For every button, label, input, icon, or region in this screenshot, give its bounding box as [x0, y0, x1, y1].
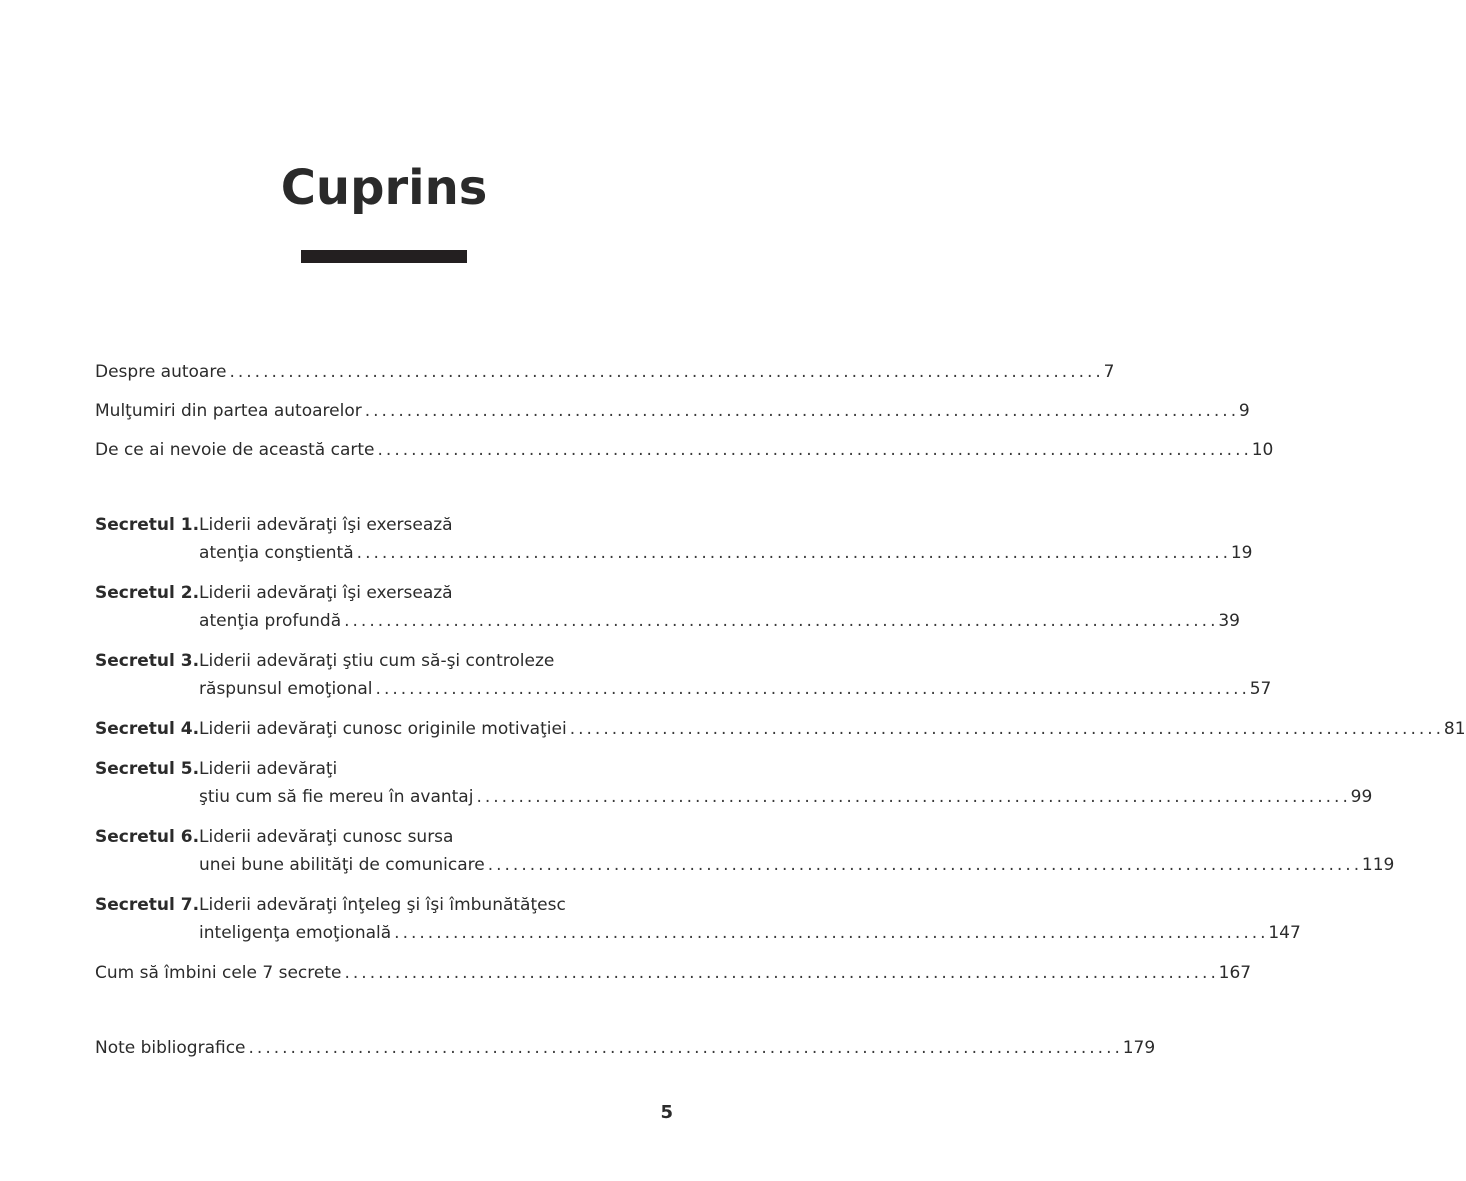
toc-leader-dots	[357, 539, 1227, 567]
toc-entry-page: 9	[1238, 401, 1250, 421]
toc-entry-title: Despre autoare	[95, 362, 227, 382]
secret-label: Secretul 7.	[95, 895, 200, 915]
toc-entry[interactable]	[95, 397, 1250, 425]
secret-entry[interactable]	[95, 647, 1272, 703]
toc-entry-title: Mulţumiri din partea autoarelor	[95, 401, 362, 421]
secret-entry[interactable]	[95, 823, 1395, 879]
toc-leader-dots	[476, 783, 1346, 811]
toc-entry-page: 81	[1443, 719, 1466, 739]
secret-title-line2: atenţia profundă	[199, 611, 342, 631]
toc-entry-title: Note bibliografice	[95, 1038, 246, 1058]
secret-label: Secretul 2.	[95, 583, 200, 603]
toc-entry-page: 119	[1361, 855, 1395, 875]
secret-entry[interactable]	[95, 579, 1240, 635]
secret-entry[interactable]	[95, 755, 1373, 811]
toc-leader-dots	[229, 358, 1099, 386]
secret-title-line1: Liderii adevăraţi îşi exersează	[199, 583, 453, 603]
toc-entry-page: 39	[1218, 611, 1240, 631]
toc-entry[interactable]	[95, 1034, 1156, 1062]
toc-entry-title: De ce ai nevoie de această carte	[95, 440, 375, 460]
toc-leader-dots	[365, 397, 1235, 425]
toc-leader-dots	[488, 851, 1358, 879]
toc-leader-dots	[249, 1034, 1119, 1062]
toc-entry[interactable]	[95, 436, 1274, 464]
secret-title-line1: Liderii adevăraţi	[199, 759, 338, 779]
secret-title-line1: Liderii adevăraţi îşi exersează	[199, 515, 453, 535]
toc-entry-title: Cum să îmbini cele 7 secrete	[95, 963, 342, 983]
toc-leader-dots	[376, 675, 1246, 703]
secret-label: Secretul 6.	[95, 827, 200, 847]
secret-title-line1: Liderii adevăraţi cunosc sursa	[199, 827, 454, 847]
secret-title-line1: Liderii adevăraţi înţeleg şi îşi îmbunătăţesc	[199, 895, 566, 915]
secret-label: Secretul 4.	[95, 719, 200, 739]
secret-entry[interactable]	[95, 891, 1301, 947]
secret-entry[interactable]	[95, 511, 1253, 567]
secret-label: Secretul 1.	[95, 515, 200, 535]
secret-title-line2: răspunsul emoţional	[199, 679, 373, 699]
secret-title-line1: Liderii adevăraţi ştiu cum să-şi controleze	[199, 651, 555, 671]
toc-leader-dots	[570, 715, 1440, 743]
toc-entry-page: 167	[1218, 963, 1252, 983]
toc-leader-dots	[394, 919, 1264, 947]
toc-entry-page: 57	[1249, 679, 1272, 699]
secret-title-line2: atenţia conştientă	[199, 543, 354, 563]
toc-entry[interactable]	[95, 959, 1252, 987]
title-underline	[301, 250, 467, 263]
secret-title-line2: Liderii adevăraţi cunosc originile motivaţiei	[199, 719, 567, 739]
page-number: 5	[660, 1102, 673, 1123]
toc-entry-page: 99	[1350, 787, 1373, 807]
secret-label: Secretul 5.	[95, 759, 200, 779]
notes-entries	[95, 1034, 1156, 1062]
toc-leader-dots	[344, 959, 1214, 987]
toc-entry[interactable]	[95, 358, 1115, 386]
secret-title-line2: inteligenţa emoţională	[199, 923, 392, 943]
secret-label: Secretul 3.	[95, 651, 200, 671]
intro-entries	[95, 358, 1274, 464]
page-title: Cuprins	[280, 160, 488, 216]
toc-entry-page: 19	[1230, 543, 1253, 563]
toc-leader-dots	[378, 436, 1248, 464]
secret-entry[interactable]	[95, 715, 1466, 743]
secret-title-line2: ştiu cum să fie mereu în avantaj	[199, 787, 474, 807]
toc-entry-page: 147	[1268, 923, 1301, 943]
toc-entry-page: 7	[1103, 362, 1115, 382]
secrets-list	[95, 511, 1466, 987]
toc-entry-page: 179	[1122, 1038, 1156, 1058]
secret-title-line2: unei bune abilităţi de comunicare	[199, 855, 485, 875]
toc-entry-page: 10	[1251, 440, 1274, 460]
toc-leader-dots	[344, 607, 1214, 635]
